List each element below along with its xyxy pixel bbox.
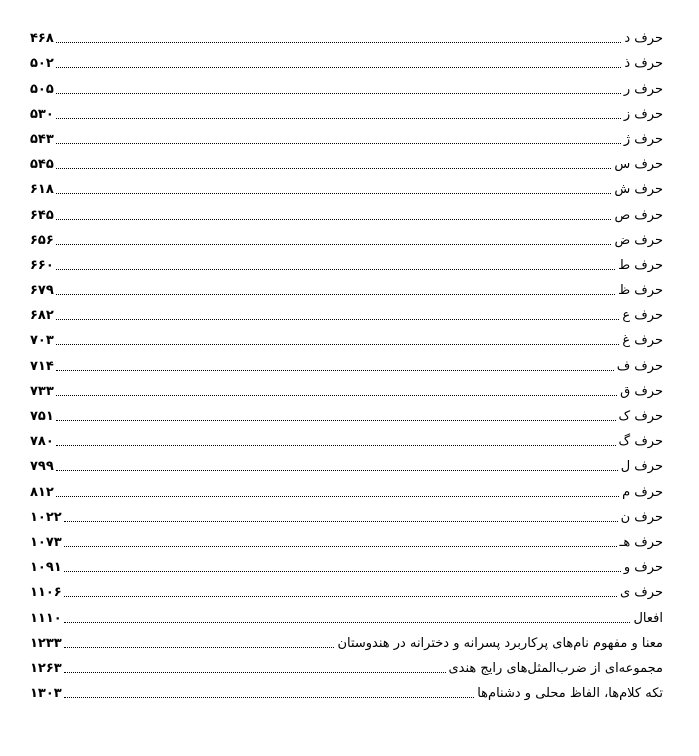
toc-entry-title: حرف ع xyxy=(622,308,663,324)
dot-leader xyxy=(64,621,631,623)
dot-leader xyxy=(64,646,335,648)
toc-entry-title: حرف ط xyxy=(618,257,663,273)
toc-entry-title: حرف س xyxy=(614,157,663,173)
toc-entry-title: حرف ر xyxy=(623,81,663,97)
toc-entry xyxy=(30,652,663,677)
toc-entry xyxy=(30,627,663,652)
dot-leader xyxy=(64,570,621,572)
toc-entry-page-number: ۷۳۳ xyxy=(30,383,54,399)
toc-entry xyxy=(30,47,663,72)
dot-leader xyxy=(56,293,615,295)
toc-entry xyxy=(30,224,663,249)
dot-leader xyxy=(56,369,614,371)
toc-entry-page-number: ۶۸۲ xyxy=(30,308,54,324)
toc-entry-title: حرف ن xyxy=(620,509,663,525)
dot-leader xyxy=(56,444,616,446)
toc-entry xyxy=(30,475,663,500)
toc-entry-page-number: ۱۰۷۳ xyxy=(30,534,62,550)
toc-entry-title: حرف غ xyxy=(622,333,663,349)
toc-entry-title: حرف گ xyxy=(618,434,663,450)
toc-entry xyxy=(30,22,663,47)
toc-entry-title: حرف هـ xyxy=(619,534,663,550)
toc-entry xyxy=(30,198,663,223)
toc-entry-title: افعال xyxy=(633,610,663,626)
toc-entry-page-number: ۷۹۹ xyxy=(30,459,54,475)
toc-entry-title: حرف ژ xyxy=(623,131,663,147)
toc-entry-title: حرف ص xyxy=(614,207,663,223)
toc-entry-title: حرف ش xyxy=(614,182,663,198)
dot-leader xyxy=(56,419,616,421)
toc-entry-title: حرف ی xyxy=(620,585,663,601)
toc-entry xyxy=(30,299,663,324)
dot-leader xyxy=(56,268,615,270)
dot-leader xyxy=(56,92,621,94)
toc-entry-title: تکه کلام‌ها، الفاظ محلی و دشنام‌ها xyxy=(477,686,663,702)
toc-entry-page-number: ۵۴۵ xyxy=(30,157,54,173)
dot-leader xyxy=(56,394,617,396)
toc-entry-title: مجموعه‌ای از ضرب‌المثل‌های رایج هندی xyxy=(448,660,663,676)
toc-entry-page-number: ۵۰۵ xyxy=(30,81,54,97)
toc-entry-page-number: ۵۴۳ xyxy=(30,131,54,147)
dot-leader xyxy=(64,671,446,673)
toc-entry xyxy=(30,501,663,526)
toc-entry-title: حرف ض xyxy=(614,232,663,248)
dot-leader xyxy=(56,343,620,345)
toc-entry-title: حرف و xyxy=(623,560,663,576)
toc-entry-title: حرف ظ xyxy=(618,283,663,299)
toc-entry xyxy=(30,173,663,198)
dot-leader xyxy=(64,696,474,698)
toc-entry-page-number: ۷۸۰ xyxy=(30,434,54,450)
toc-entry-page-number: ۱۱۱۰ xyxy=(30,610,62,626)
toc-entry xyxy=(30,274,663,299)
toc-entry xyxy=(30,324,663,349)
toc-entry-page-number: ۶۷۹ xyxy=(30,283,54,299)
dot-leader xyxy=(64,545,617,547)
dot-leader xyxy=(64,520,618,522)
toc-entry-title: حرف ذ xyxy=(624,56,663,72)
toc-entry-title: حرف ف xyxy=(616,358,663,374)
toc-entry-page-number: ۱۱۰۶ xyxy=(30,585,62,601)
dot-leader xyxy=(56,66,622,68)
dot-leader xyxy=(56,469,618,471)
toc-entry xyxy=(30,425,663,450)
dot-leader xyxy=(64,595,617,597)
toc-entry xyxy=(30,148,663,173)
dot-leader xyxy=(56,243,612,245)
dot-leader xyxy=(56,495,619,497)
toc-entry-page-number: ۱۳۰۳ xyxy=(30,686,62,702)
toc-entry-title: حرف ل xyxy=(620,459,663,475)
toc-entry-page-number: ۸۱۲ xyxy=(30,484,54,500)
toc-entry-page-number: ۵۰۲ xyxy=(30,56,54,72)
toc-entry xyxy=(30,551,663,576)
dot-leader xyxy=(56,41,622,43)
toc-entry-page-number: ۱۰۲۲ xyxy=(30,509,62,525)
toc-entry xyxy=(30,677,663,702)
toc-entry-page-number: ۷۵۱ xyxy=(30,409,54,424)
toc-entry xyxy=(30,123,663,148)
toc-entry-page-number: ۱۲۶۳ xyxy=(30,660,62,676)
toc-entry-title: حرف د xyxy=(624,31,663,47)
toc-entry-page-number: ۶۱۸ xyxy=(30,182,54,198)
toc-entry-page-number: ۴۶۸ xyxy=(30,31,54,47)
toc-entry xyxy=(30,526,663,551)
dot-leader xyxy=(56,142,621,144)
dot-leader xyxy=(56,167,612,169)
toc-entry-title: حرف م xyxy=(622,484,663,500)
dot-leader xyxy=(56,218,612,220)
toc-entry-page-number: ۵۳۰ xyxy=(30,106,54,122)
toc-entry-page-number: ۱۰۹۱ xyxy=(30,560,62,576)
dot-leader xyxy=(56,192,612,194)
toc-entry-page-number: ۷۰۳ xyxy=(30,333,54,349)
toc-entry xyxy=(30,601,663,626)
toc-entry-title: معنا و مفهوم نام‌های پرکاربرد پسرانه و دخترانه در هندوستان xyxy=(337,635,663,651)
toc-entry-title: حرف ز xyxy=(623,106,663,122)
toc-entry xyxy=(30,400,663,425)
toc-entry xyxy=(30,375,663,400)
dot-leader xyxy=(56,318,620,320)
toc-entry xyxy=(30,450,663,475)
dot-leader xyxy=(56,117,621,119)
toc-entry xyxy=(30,98,663,123)
toc-entry xyxy=(30,349,663,374)
table-of-contents xyxy=(30,22,663,702)
toc-entry-title: حرف ق xyxy=(620,383,663,399)
toc-entry-page-number: ۱۲۳۳ xyxy=(30,635,62,651)
toc-entry-page-number: ۶۶۰ xyxy=(30,257,54,273)
toc-entry xyxy=(30,576,663,601)
toc-entry-title: حرف ک xyxy=(618,409,663,424)
toc-entry-page-number: ۶۵۶ xyxy=(30,232,54,248)
toc-entry-page-number: ۷۱۴ xyxy=(30,358,54,374)
toc-entry-page-number: ۶۴۵ xyxy=(30,207,54,223)
toc-entry xyxy=(30,72,663,97)
toc-entry xyxy=(30,249,663,274)
